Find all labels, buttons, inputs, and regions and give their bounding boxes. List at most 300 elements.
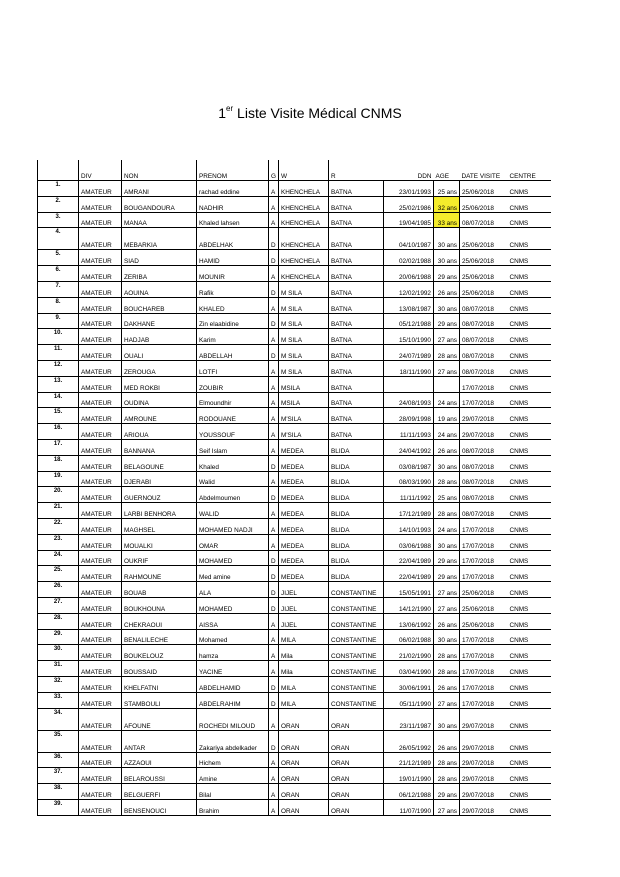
row-number: 20.	[38, 487, 79, 503]
row-nom: AZZAOUI	[122, 752, 197, 768]
row-date-naissance: 08/03/1990	[384, 471, 434, 487]
row-region: BATNA	[329, 313, 384, 329]
row-g: A	[269, 503, 279, 519]
row-g: D	[269, 676, 279, 692]
row-number: 39.	[38, 799, 79, 815]
row-division: AMATEUR	[79, 708, 122, 730]
row-wilaya: ORAN	[279, 708, 329, 730]
header-age: AGE	[434, 160, 460, 181]
row-prenom: ABDELRAHIM	[197, 692, 269, 708]
row-date-visite: 08/07/2018	[460, 360, 508, 376]
row-nom: BELGUERFI	[122, 784, 197, 800]
row-age: 30 ans	[434, 534, 460, 550]
row-g: A	[269, 212, 279, 228]
row-division: AMATEUR	[79, 518, 122, 534]
row-number: 19.	[38, 471, 79, 487]
row-wilaya: M SILA	[279, 329, 329, 345]
row-division: AMATEUR	[79, 313, 122, 329]
row-region: BATNA	[329, 250, 384, 266]
row-centre: CNMS	[508, 424, 551, 440]
row-division: AMATEUR	[79, 297, 122, 313]
row-g: D	[269, 345, 279, 361]
table-row	[38, 534, 551, 550]
row-wilaya: M'SILA	[279, 408, 329, 424]
row-region: BATNA	[329, 196, 384, 212]
row-number: 28.	[38, 613, 79, 629]
row-number: 38.	[38, 784, 79, 800]
row-wilaya: ORAN	[279, 768, 329, 784]
row-nom: SIAD	[122, 250, 197, 266]
row-age: 27 ans	[434, 799, 460, 815]
row-division: AMATEUR	[79, 613, 122, 629]
table-row	[38, 629, 551, 645]
row-wilaya: M SILA	[279, 313, 329, 329]
row-number: 29.	[38, 629, 79, 645]
row-wilaya: ORAN	[279, 752, 329, 768]
table-row	[38, 392, 551, 408]
row-g: A	[269, 408, 279, 424]
row-date-naissance: 12/02/1992	[384, 281, 434, 297]
row-prenom: Seif Islam	[197, 439, 269, 455]
table-row	[38, 329, 551, 345]
row-age: 26 ans	[434, 676, 460, 692]
row-date-visite: 17/07/2018	[460, 692, 508, 708]
row-prenom: YACINE	[197, 661, 269, 677]
row-wilaya: M SILA	[279, 345, 329, 361]
row-number: 12.	[38, 360, 79, 376]
row-date-visite: 17/07/2018	[460, 376, 508, 392]
row-age: 30 ans	[434, 629, 460, 645]
row-date-naissance: 26/05/1992	[384, 730, 434, 752]
header-ddn: DDN	[384, 160, 434, 181]
row-nom: BELAGOUNE	[122, 455, 197, 471]
row-region: BATNA	[329, 297, 384, 313]
row-g: A	[269, 439, 279, 455]
row-prenom: Zakariya abdelkader	[197, 730, 269, 752]
row-centre: CNMS	[508, 629, 551, 645]
row-region: ORAN	[329, 708, 384, 730]
row-age: 28 ans	[434, 645, 460, 661]
row-date-naissance: 11/07/1990	[384, 799, 434, 815]
header-div: DIV	[79, 160, 122, 181]
row-nom: BOUGANDOURA	[122, 196, 197, 212]
row-centre: CNMS	[508, 181, 551, 197]
row-date-visite: 17/07/2018	[460, 566, 508, 582]
header-w: W	[279, 160, 329, 181]
row-centre: CNMS	[508, 228, 551, 250]
row-age: 28 ans	[434, 345, 460, 361]
row-date-naissance: 19/04/1985	[384, 212, 434, 228]
row-region: ORAN	[329, 799, 384, 815]
row-wilaya: MILA	[279, 629, 329, 645]
row-number: 4.	[38, 228, 79, 250]
row-number: 31.	[38, 661, 79, 677]
row-number: 32.	[38, 676, 79, 692]
row-age: 26 ans	[434, 281, 460, 297]
row-g: D	[269, 597, 279, 613]
row-nom: BOUKHOUNA	[122, 597, 197, 613]
row-g: A	[269, 784, 279, 800]
row-date-visite: 08/07/2018	[460, 345, 508, 361]
row-nom: ZERIBA	[122, 266, 197, 282]
row-date-visite: 08/07/2018	[460, 212, 508, 228]
row-prenom: ABDELHAK	[197, 228, 269, 250]
row-wilaya: MEDEA	[279, 503, 329, 519]
row-region: BLIDA	[329, 550, 384, 566]
row-date-naissance: 02/02/1988	[384, 250, 434, 266]
row-wilaya: MEDEA	[279, 471, 329, 487]
row-g: A	[269, 329, 279, 345]
row-date-naissance: 23/01/1993	[384, 181, 434, 197]
row-centre: CNMS	[508, 799, 551, 815]
row-wilaya: MEDEA	[279, 550, 329, 566]
row-region: BATNA	[329, 266, 384, 282]
row-age: 29 ans	[434, 784, 460, 800]
row-age: 29 ans	[434, 266, 460, 282]
row-age: 19 ans	[434, 408, 460, 424]
row-centre: CNMS	[508, 784, 551, 800]
row-division: AMATEUR	[79, 629, 122, 645]
row-number: 10.	[38, 329, 79, 345]
row-prenom: ABDELLAH	[197, 345, 269, 361]
row-wilaya: ORAN	[279, 784, 329, 800]
row-division: AMATEUR	[79, 597, 122, 613]
row-date-visite: 17/07/2018	[460, 392, 508, 408]
row-age: 29 ans	[434, 550, 460, 566]
row-division: AMATEUR	[79, 376, 122, 392]
table-row	[38, 196, 551, 212]
row-date-naissance: 14/12/1990	[384, 597, 434, 613]
row-region: CONSTANTINE	[329, 645, 384, 661]
row-centre: CNMS	[508, 439, 551, 455]
row-number: 9.	[38, 313, 79, 329]
table-row	[38, 503, 551, 519]
row-division: AMATEUR	[79, 487, 122, 503]
row-wilaya: ORAN	[279, 730, 329, 752]
row-centre: CNMS	[508, 455, 551, 471]
row-g: A	[269, 181, 279, 197]
row-wilaya: M SILA	[279, 297, 329, 313]
row-centre: CNMS	[508, 360, 551, 376]
page-title	[0, 100, 620, 122]
row-date-naissance: 11/11/1993	[384, 424, 434, 440]
table-row	[38, 228, 551, 250]
row-centre: CNMS	[508, 345, 551, 361]
row-number: 11.	[38, 345, 79, 361]
row-nom: BOUSSAID	[122, 661, 197, 677]
row-wilaya: JIJEL	[279, 613, 329, 629]
row-region: CONSTANTINE	[329, 582, 384, 598]
table-row	[38, 518, 551, 534]
row-centre: CNMS	[508, 329, 551, 345]
row-age: 25 ans	[434, 181, 460, 197]
row-region: BATNA	[329, 392, 384, 408]
table-row	[38, 281, 551, 297]
row-region: CONSTANTINE	[329, 613, 384, 629]
row-wilaya: JIJEL	[279, 597, 329, 613]
row-centre: CNMS	[508, 313, 551, 329]
row-date-visite: 17/07/2018	[460, 550, 508, 566]
row-centre: CNMS	[508, 566, 551, 582]
row-date-visite: 29/07/2018	[460, 799, 508, 815]
row-age: 26 ans	[434, 730, 460, 752]
header-prenom: PRENOM	[197, 160, 269, 181]
row-region: BATNA	[329, 345, 384, 361]
row-centre: CNMS	[508, 692, 551, 708]
row-date-visite: 08/07/2018	[460, 297, 508, 313]
row-prenom: NADHIR	[197, 196, 269, 212]
row-prenom: YOUSSOUF	[197, 424, 269, 440]
row-g: A	[269, 768, 279, 784]
row-nom: MED ROKBI	[122, 376, 197, 392]
row-g: D	[269, 582, 279, 598]
row-wilaya: MSILA	[279, 392, 329, 408]
row-nom: DAKHANE	[122, 313, 197, 329]
row-centre: CNMS	[508, 550, 551, 566]
row-centre: CNMS	[508, 212, 551, 228]
table-row	[38, 784, 551, 800]
row-division: AMATEUR	[79, 784, 122, 800]
row-date-naissance: 23/11/1987	[384, 708, 434, 730]
header-nom: NON	[122, 160, 197, 181]
row-date-visite: 25/06/2018	[460, 228, 508, 250]
row-division: AMATEUR	[79, 424, 122, 440]
row-g: D	[269, 692, 279, 708]
row-division: AMATEUR	[79, 752, 122, 768]
row-date-naissance: 15/10/1990	[384, 329, 434, 345]
row-prenom: Bilal	[197, 784, 269, 800]
header-centre: CENTRE	[508, 160, 551, 181]
row-prenom: AISSA	[197, 613, 269, 629]
row-centre: CNMS	[508, 487, 551, 503]
row-date-visite: 25/06/2018	[460, 196, 508, 212]
row-region: BLIDA	[329, 487, 384, 503]
row-nom: CHEKRAOUI	[122, 613, 197, 629]
row-number: 7.	[38, 281, 79, 297]
table-row	[38, 471, 551, 487]
row-date-naissance: 15/05/1991	[384, 582, 434, 598]
row-division: AMATEUR	[79, 281, 122, 297]
row-number: 26.	[38, 582, 79, 598]
row-centre: CNMS	[508, 297, 551, 313]
title-ordinal: 1	[218, 105, 227, 121]
row-prenom: WALID	[197, 503, 269, 519]
row-date-naissance: 24/08/1993	[384, 392, 434, 408]
table-row	[38, 582, 551, 598]
row-number: 33.	[38, 692, 79, 708]
row-wilaya: M SILA	[279, 281, 329, 297]
row-date-visite: 08/07/2018	[460, 503, 508, 519]
row-g: A	[269, 518, 279, 534]
row-wilaya: KHENCHELA	[279, 212, 329, 228]
row-age: 29 ans	[434, 313, 460, 329]
table-row	[38, 613, 551, 629]
row-prenom: LOTFI	[197, 360, 269, 376]
row-date-naissance: 13/08/1987	[384, 297, 434, 313]
row-wilaya: MILA	[279, 676, 329, 692]
row-g: D	[269, 550, 279, 566]
row-date-visite: 17/07/2018	[460, 534, 508, 550]
row-date-visite: 29/07/2018	[460, 730, 508, 752]
row-g: D	[269, 313, 279, 329]
row-date-visite: 29/07/2018	[460, 752, 508, 768]
header-num	[38, 160, 79, 181]
row-region: BLIDA	[329, 455, 384, 471]
table-row	[38, 661, 551, 677]
row-region: BATNA	[329, 181, 384, 197]
row-division: AMATEUR	[79, 408, 122, 424]
row-age: 30 ans	[434, 297, 460, 313]
table-row	[38, 487, 551, 503]
row-nom: AOUINA	[122, 281, 197, 297]
table-row	[38, 676, 551, 692]
row-wilaya: MEDEA	[279, 518, 329, 534]
row-age: 24 ans	[434, 424, 460, 440]
row-division: AMATEUR	[79, 266, 122, 282]
row-g: A	[269, 629, 279, 645]
row-age: 30 ans	[434, 228, 460, 250]
row-number: 37.	[38, 768, 79, 784]
table-row	[38, 266, 551, 282]
row-centre: CNMS	[508, 708, 551, 730]
row-wilaya: Mila	[279, 661, 329, 677]
row-nom: BOUKELOUZ	[122, 645, 197, 661]
row-centre: CNMS	[508, 392, 551, 408]
row-division: AMATEUR	[79, 455, 122, 471]
row-g: A	[269, 360, 279, 376]
row-prenom: Amine	[197, 768, 269, 784]
table-row	[38, 376, 551, 392]
row-division: AMATEUR	[79, 471, 122, 487]
row-nom: BENSENOUCI	[122, 799, 197, 815]
row-region: ORAN	[329, 768, 384, 784]
row-number: 6.	[38, 266, 79, 282]
row-number: 25.	[38, 566, 79, 582]
row-age: 27 ans	[434, 597, 460, 613]
row-number: 24.	[38, 550, 79, 566]
row-prenom: ALA	[197, 582, 269, 598]
row-age: 29 ans	[434, 566, 460, 582]
row-age: 30 ans	[434, 455, 460, 471]
row-number: 22.	[38, 518, 79, 534]
row-age	[434, 376, 460, 392]
row-prenom: RODOUANE	[197, 408, 269, 424]
row-nom: OUALI	[122, 345, 197, 361]
row-number: 13.	[38, 376, 79, 392]
row-centre: CNMS	[508, 518, 551, 534]
row-age: 28 ans	[434, 752, 460, 768]
table-row	[38, 250, 551, 266]
row-g: A	[269, 613, 279, 629]
row-prenom: Karim	[197, 329, 269, 345]
row-centre: CNMS	[508, 597, 551, 613]
row-date-naissance: 03/08/1987	[384, 455, 434, 471]
row-date-naissance: 19/01/1990	[384, 768, 434, 784]
row-number: 18.	[38, 455, 79, 471]
row-age: 28 ans	[434, 661, 460, 677]
row-nom: ZEROUGA	[122, 360, 197, 376]
row-region: BATNA	[329, 228, 384, 250]
row-prenom: Med amine	[197, 566, 269, 582]
row-region: BLIDA	[329, 471, 384, 487]
row-g: D	[269, 281, 279, 297]
row-age: 30 ans	[434, 250, 460, 266]
row-nom: GUERNOUZ	[122, 487, 197, 503]
row-g: D	[269, 455, 279, 471]
row-centre: CNMS	[508, 752, 551, 768]
row-region: CONSTANTINE	[329, 629, 384, 645]
row-nom: RAHMOUNE	[122, 566, 197, 582]
row-division: AMATEUR	[79, 582, 122, 598]
header-r: R	[329, 160, 384, 181]
row-region: CONSTANTINE	[329, 661, 384, 677]
row-age: 32 ans	[434, 196, 460, 212]
row-division: AMATEUR	[79, 360, 122, 376]
row-division: AMATEUR	[79, 730, 122, 752]
row-date-visite: 29/07/2018	[460, 768, 508, 784]
row-region: BLIDA	[329, 439, 384, 455]
row-prenom: Khaled	[197, 455, 269, 471]
row-centre: CNMS	[508, 645, 551, 661]
row-region: BLIDA	[329, 566, 384, 582]
title-ordinal-suffix: er	[226, 104, 234, 113]
row-wilaya: KHENCHELA	[279, 196, 329, 212]
row-wilaya: M SILA	[279, 360, 329, 376]
row-division: AMATEUR	[79, 661, 122, 677]
row-wilaya: MEDEA	[279, 534, 329, 550]
table-row	[38, 424, 551, 440]
row-date-naissance: 30/06/1991	[384, 676, 434, 692]
table-row	[38, 752, 551, 768]
row-region: BLIDA	[329, 534, 384, 550]
row-nom: KHELFATNI	[122, 676, 197, 692]
row-division: AMATEUR	[79, 645, 122, 661]
row-nom: ARIOUA	[122, 424, 197, 440]
row-number: 35.	[38, 730, 79, 752]
row-division: AMATEUR	[79, 392, 122, 408]
row-number: 16.	[38, 424, 79, 440]
row-region: BATNA	[329, 329, 384, 345]
table-row	[38, 566, 551, 582]
row-division: AMATEUR	[79, 212, 122, 228]
row-g: A	[269, 196, 279, 212]
row-age: 24 ans	[434, 392, 460, 408]
row-date-naissance: 06/12/1988	[384, 784, 434, 800]
row-wilaya: ORAN	[279, 799, 329, 815]
row-number: 2.	[38, 196, 79, 212]
row-centre: CNMS	[508, 768, 551, 784]
row-division: AMATEUR	[79, 329, 122, 345]
table-row	[38, 768, 551, 784]
row-wilaya: MEDEA	[279, 566, 329, 582]
row-centre: CNMS	[508, 250, 551, 266]
row-date-naissance: 22/04/1989	[384, 550, 434, 566]
row-number: 34.	[38, 708, 79, 730]
row-date-visite: 25/06/2018	[460, 597, 508, 613]
row-prenom: Zin elaabidine	[197, 313, 269, 329]
row-date-visite: 29/07/2018	[460, 408, 508, 424]
row-region: BATNA	[329, 424, 384, 440]
row-date-naissance: 24/04/1992	[384, 439, 434, 455]
row-region: BATNA	[329, 360, 384, 376]
row-prenom: ROCHEDI MILOUD	[197, 708, 269, 730]
row-division: AMATEUR	[79, 250, 122, 266]
row-prenom: MOHAMED NADJI	[197, 518, 269, 534]
row-date-naissance: 28/09/1998	[384, 408, 434, 424]
row-wilaya: M'SILA	[279, 424, 329, 440]
row-number: 36.	[38, 752, 79, 768]
row-date-naissance: 11/11/1992	[384, 487, 434, 503]
